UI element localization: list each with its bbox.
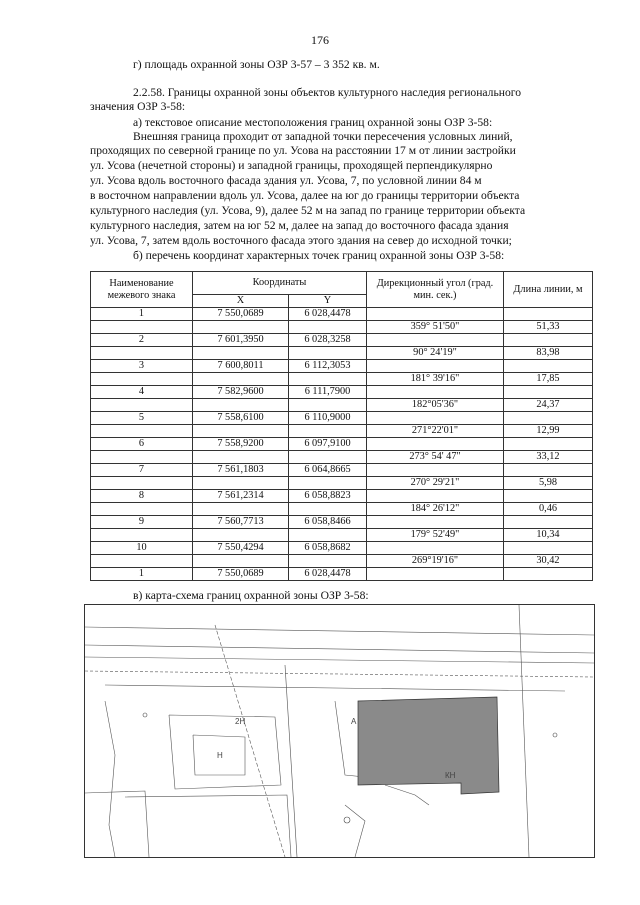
empty-cell bbox=[289, 477, 367, 490]
empty-cell bbox=[91, 373, 193, 386]
empty-cell bbox=[367, 464, 504, 477]
boundary-line bbox=[519, 605, 529, 857]
empty-cell bbox=[367, 438, 504, 451]
empty-cell bbox=[193, 503, 289, 516]
point-name: 5 bbox=[91, 412, 193, 425]
point-x: 7 561,1803 bbox=[193, 464, 289, 477]
street-line bbox=[85, 657, 594, 663]
boundary-line bbox=[345, 805, 365, 857]
segment-length: 5,98 bbox=[504, 477, 593, 490]
map-label: Н bbox=[217, 751, 223, 760]
empty-cell bbox=[289, 451, 367, 464]
description-line: ул. Усова вдоль восточного фасада здания ул. Усова, 7, по условной линии 84 м bbox=[90, 174, 482, 187]
coordinates-table bbox=[90, 271, 593, 581]
header-y: Y bbox=[289, 295, 367, 308]
table-row bbox=[91, 308, 593, 321]
point-x: 7 560,7713 bbox=[193, 516, 289, 529]
segment-angle: 269°19'16" bbox=[367, 555, 504, 568]
boundary-line bbox=[215, 625, 285, 857]
table-row bbox=[91, 464, 593, 477]
point-x: 7 550,0689 bbox=[193, 568, 289, 581]
street-line bbox=[105, 685, 565, 691]
point-y: 6 058,8466 bbox=[289, 516, 367, 529]
segment-length: 17,85 bbox=[504, 373, 593, 386]
segment-angle: 90° 24'19" bbox=[367, 347, 504, 360]
street-line bbox=[85, 627, 594, 635]
segment-angle: 270° 29'21" bbox=[367, 477, 504, 490]
street-line bbox=[85, 671, 594, 677]
building-outline bbox=[85, 791, 149, 857]
point-name: 4 bbox=[91, 386, 193, 399]
point-name: 1 bbox=[91, 568, 193, 581]
empty-cell bbox=[367, 386, 504, 399]
table-row bbox=[91, 568, 593, 581]
point-name: 1 bbox=[91, 308, 193, 321]
empty-cell bbox=[193, 555, 289, 568]
map-marker bbox=[143, 713, 147, 717]
segment-angle: 182°05'36" bbox=[367, 399, 504, 412]
segment-length: 10,34 bbox=[504, 529, 593, 542]
point-y: 6 058,8682 bbox=[289, 542, 367, 555]
empty-cell bbox=[289, 399, 367, 412]
boundary-line bbox=[105, 701, 115, 857]
empty-cell bbox=[504, 334, 593, 347]
empty-cell bbox=[367, 490, 504, 503]
empty-cell bbox=[367, 360, 504, 373]
point-x: 7 550,0689 bbox=[193, 308, 289, 321]
empty-cell bbox=[504, 412, 593, 425]
map-label: КН bbox=[445, 771, 456, 780]
segment-length: 51,33 bbox=[504, 321, 593, 334]
description-line: культурного наследия, затем на юг 52 м, далее на запад до восточного фасада здания bbox=[90, 219, 509, 232]
point-name: 6 bbox=[91, 438, 193, 451]
empty-cell bbox=[193, 321, 289, 334]
map-drawing bbox=[85, 605, 594, 857]
empty-cell bbox=[289, 425, 367, 438]
table-row bbox=[91, 373, 593, 386]
boundary-map bbox=[84, 604, 595, 858]
table-row bbox=[91, 347, 593, 360]
point-name: 8 bbox=[91, 490, 193, 503]
segment-angle: 271°22'01" bbox=[367, 425, 504, 438]
empty-cell bbox=[367, 308, 504, 321]
boundary-line bbox=[285, 665, 297, 857]
empty-cell bbox=[193, 373, 289, 386]
description-line: в восточном направлении вдоль ул. Усова, далее на юг до границы территории объекта bbox=[90, 189, 520, 202]
table-row bbox=[91, 542, 593, 555]
point-x: 7 582,9600 bbox=[193, 386, 289, 399]
building-outline bbox=[169, 715, 281, 789]
table-row bbox=[91, 399, 593, 412]
empty-cell bbox=[91, 477, 193, 490]
table-row bbox=[91, 451, 593, 464]
empty-cell bbox=[289, 373, 367, 386]
empty-cell bbox=[193, 529, 289, 542]
empty-cell bbox=[504, 542, 593, 555]
empty-cell bbox=[91, 529, 193, 542]
empty-cell bbox=[504, 464, 593, 477]
segment-length: 33,12 bbox=[504, 451, 593, 464]
segment-angle: 179° 52'49" bbox=[367, 529, 504, 542]
area-text: г) площадь охранной зоны ОЗР 3-57 – 3 352 кв. м. bbox=[133, 58, 380, 71]
header-line-length: Длина линии, м bbox=[504, 272, 593, 308]
segment-angle: 359° 51'50" bbox=[367, 321, 504, 334]
description-line: Внешняя граница проходит от западной точки пересечения условных линий, bbox=[133, 130, 513, 143]
segment-length: 0,46 bbox=[504, 503, 593, 516]
empty-cell bbox=[289, 503, 367, 516]
empty-cell bbox=[367, 542, 504, 555]
empty-cell bbox=[193, 347, 289, 360]
segment-angle: 273° 54' 47" bbox=[367, 451, 504, 464]
point-x: 7 561,2314 bbox=[193, 490, 289, 503]
section-heading-line1: 2.2.58. Границы охранной зоны объектов культурного наследия регионального bbox=[133, 86, 522, 99]
empty-cell bbox=[91, 451, 193, 464]
empty-cell bbox=[504, 568, 593, 581]
header-coordinates: Координаты bbox=[193, 272, 367, 295]
boundary-line bbox=[385, 785, 429, 805]
coordinates-list-heading: б) перечень координат характерных точек границ охранной зоны ОЗР 3-58: bbox=[133, 249, 505, 262]
point-y: 6 028,4478 bbox=[289, 568, 367, 581]
empty-cell bbox=[91, 425, 193, 438]
point-y: 6 112,3053 bbox=[289, 360, 367, 373]
empty-cell bbox=[193, 399, 289, 412]
point-y: 6 028,4478 bbox=[289, 308, 367, 321]
table-row bbox=[91, 503, 593, 516]
table-row bbox=[91, 438, 593, 451]
point-y: 6 110,9000 bbox=[289, 412, 367, 425]
point-name: 2 bbox=[91, 334, 193, 347]
empty-cell bbox=[504, 490, 593, 503]
coordinates-table-body bbox=[91, 308, 593, 581]
empty-cell bbox=[91, 321, 193, 334]
header-direction-angle: Дирекционный угол (град. мин. сек.) bbox=[367, 272, 504, 308]
empty-cell bbox=[504, 360, 593, 373]
empty-cell bbox=[91, 555, 193, 568]
map-marker bbox=[553, 733, 557, 737]
empty-cell bbox=[91, 347, 193, 360]
empty-cell bbox=[289, 321, 367, 334]
page-number: 176 bbox=[311, 33, 329, 47]
point-y: 6 111,7900 bbox=[289, 386, 367, 399]
description-line: ул. Усова (нечетной стороны) и западной границы, проходящей перпендикулярно bbox=[90, 159, 493, 172]
point-x: 7 558,6100 bbox=[193, 412, 289, 425]
description-line: проходящих по северной границе по ул. Усова на расстоянии 17 м от линии застройки bbox=[90, 144, 516, 157]
empty-cell bbox=[367, 412, 504, 425]
empty-cell bbox=[193, 451, 289, 464]
description-line: ул. Усова, 7, затем вдоль восточного фасада этого здания на север до исходной точки; bbox=[90, 234, 512, 247]
empty-cell bbox=[289, 555, 367, 568]
table-row bbox=[91, 529, 593, 542]
map-label: 2Н bbox=[235, 717, 246, 726]
section-heading-line2: значения ОЗР 3-58: bbox=[90, 100, 186, 113]
point-x: 7 558,9200 bbox=[193, 438, 289, 451]
segment-angle: 184° 26'12" bbox=[367, 503, 504, 516]
empty-cell bbox=[367, 568, 504, 581]
empty-cell bbox=[504, 516, 593, 529]
empty-cell bbox=[91, 503, 193, 516]
map-heading: в) карта-схема границ охранной зоны ОЗР 3-58: bbox=[133, 589, 369, 602]
map-marker bbox=[344, 817, 350, 823]
point-y: 6 064,8665 bbox=[289, 464, 367, 477]
segment-length: 12,99 bbox=[504, 425, 593, 438]
text-description-heading: а) текстовое описание местоположения границ охранной зоны ОЗР 3-58: bbox=[133, 116, 493, 129]
empty-cell bbox=[289, 529, 367, 542]
empty-cell bbox=[367, 334, 504, 347]
segment-length: 24,37 bbox=[504, 399, 593, 412]
point-name: 10 bbox=[91, 542, 193, 555]
description-line: культурного наследия (ул. Усова, 9), далее 52 м на запад по границе территории объекта bbox=[90, 204, 526, 217]
table-row bbox=[91, 360, 593, 373]
header-x: X bbox=[193, 295, 289, 308]
table-row bbox=[91, 334, 593, 347]
protection-zone-area bbox=[358, 697, 499, 794]
empty-cell bbox=[193, 425, 289, 438]
point-name: 9 bbox=[91, 516, 193, 529]
table-row bbox=[91, 555, 593, 568]
segment-angle: 181° 39'16" bbox=[367, 373, 504, 386]
table-row bbox=[91, 477, 593, 490]
street-line bbox=[85, 645, 594, 653]
table-row bbox=[91, 425, 593, 438]
map-label: А bbox=[351, 717, 357, 726]
table-row bbox=[91, 490, 593, 503]
header-point-name: Наименование межевого знака bbox=[91, 272, 193, 308]
table-row bbox=[91, 386, 593, 399]
empty-cell bbox=[504, 308, 593, 321]
point-y: 6 058,8823 bbox=[289, 490, 367, 503]
table-row bbox=[91, 516, 593, 529]
point-x: 7 601,3950 bbox=[193, 334, 289, 347]
empty-cell bbox=[367, 516, 504, 529]
point-y: 6 028,3258 bbox=[289, 334, 367, 347]
segment-length: 30,42 bbox=[504, 555, 593, 568]
table-row bbox=[91, 412, 593, 425]
point-name: 7 bbox=[91, 464, 193, 477]
empty-cell bbox=[91, 399, 193, 412]
point-y: 6 097,9100 bbox=[289, 438, 367, 451]
point-x: 7 600,8011 bbox=[193, 360, 289, 373]
empty-cell bbox=[289, 347, 367, 360]
empty-cell bbox=[504, 438, 593, 451]
segment-length: 83,98 bbox=[504, 347, 593, 360]
empty-cell bbox=[193, 477, 289, 490]
point-name: 3 bbox=[91, 360, 193, 373]
empty-cell bbox=[504, 386, 593, 399]
point-x: 7 550,4294 bbox=[193, 542, 289, 555]
building-outline bbox=[125, 795, 291, 857]
table-row bbox=[91, 321, 593, 334]
